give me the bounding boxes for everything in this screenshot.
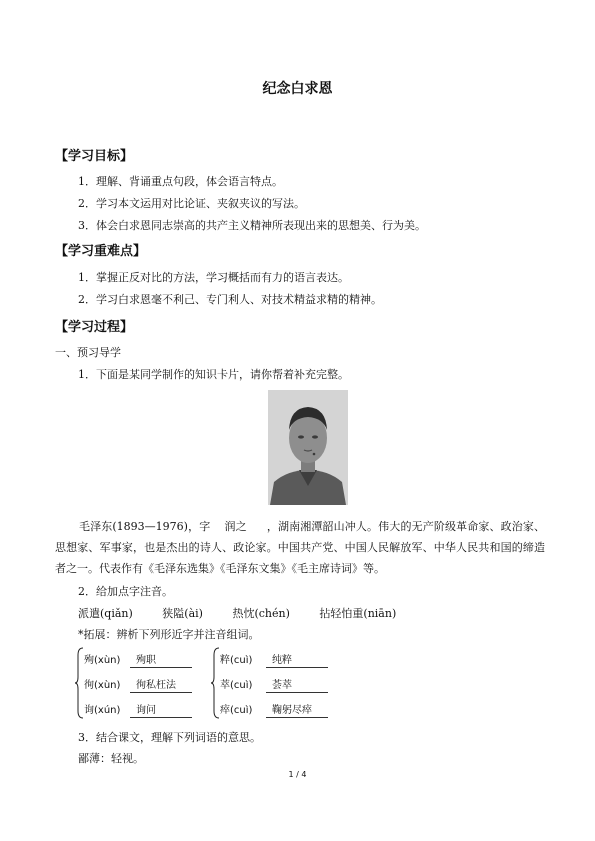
- question-3: 3．结合课文，理解下列词语的意思。: [78, 731, 261, 744]
- page-number: 1 / 4: [288, 770, 307, 779]
- pinyin-item-1: 派遣(qiǎn): [78, 607, 133, 620]
- keypoint-item-2: 2．学习白求恩毫不利己、专门利人、对技术精益求精的精神。: [78, 293, 382, 306]
- char-pair-b2: 萃(cuì) 荟萃: [220, 676, 328, 693]
- bio-paragraph: [55, 516, 545, 579]
- brace-left-group-a: [74, 647, 84, 719]
- char-pair-a2: 徇(xùn) 徇私枉法: [84, 676, 192, 693]
- page-title: 纪念白求恩: [262, 81, 333, 97]
- brace-left-group-b: [210, 647, 220, 719]
- part-label-preview: 一、预习导学: [55, 346, 121, 359]
- goal-item-1: 1．理解、背诵重点句段，体会语言特点。: [78, 175, 283, 188]
- char-pair-b1: 粹(cuì) 纯粹: [220, 651, 328, 668]
- bio-text-rest: ，湖南湘潭韶山冲人。伟大的无产阶级革命家、政治家、思想家、军事家，也是杰出的诗人、政论家。中国共产党、中国人民解放军、中华人民共和国的缔造者之一。代表作有《毛泽东选集》《毛泽东文集》《毛主席诗词》等。: [55, 520, 545, 575]
- char-pair-a3: 询(xún) 询问: [84, 701, 192, 718]
- pinyin-item-4: 拈轻怕重(niān): [319, 607, 397, 620]
- extension-instruction: *拓展：辨析下列形近字并注音组词。: [78, 628, 260, 641]
- section-heading-keypoints: 【学习重难点】: [55, 244, 147, 259]
- goal-item-3: 3．体会白求恩同志崇高的共产主义精神所表现出来的思想美、行为美。: [78, 219, 426, 232]
- bio-text-start: 毛泽东(1893—1976)，字: [79, 520, 211, 533]
- pinyin-item-3: 热忱(chén): [232, 607, 290, 620]
- char-pair-a1: 殉(xùn) 殉职: [84, 651, 192, 668]
- char-pair-b3: 瘁(cuì) 鞠躬尽瘁: [220, 701, 328, 718]
- section-heading-goals: 【学习目标】: [55, 149, 134, 164]
- pinyin-item-2: 狭隘(ài): [162, 607, 203, 620]
- portrait-photo: [268, 390, 348, 505]
- bio-courtesy-name: 润之: [224, 520, 247, 533]
- section-heading-process: 【学习过程】: [55, 320, 134, 335]
- definition-1: 鄙薄：轻视。: [78, 752, 144, 765]
- question-1: 1．下面是某同学制作的知识卡片，请你帮着补充完整。: [78, 368, 349, 381]
- goal-item-2: 2．学习本文运用对比论证、夹叙夹议的写法。: [78, 197, 305, 210]
- question-2: 2．给加点字注音。: [78, 585, 173, 598]
- pinyin-row: [78, 607, 422, 621]
- keypoint-item-1: 1．掌握正反对比的方法，学习概括而有力的语言表达。: [78, 271, 349, 284]
